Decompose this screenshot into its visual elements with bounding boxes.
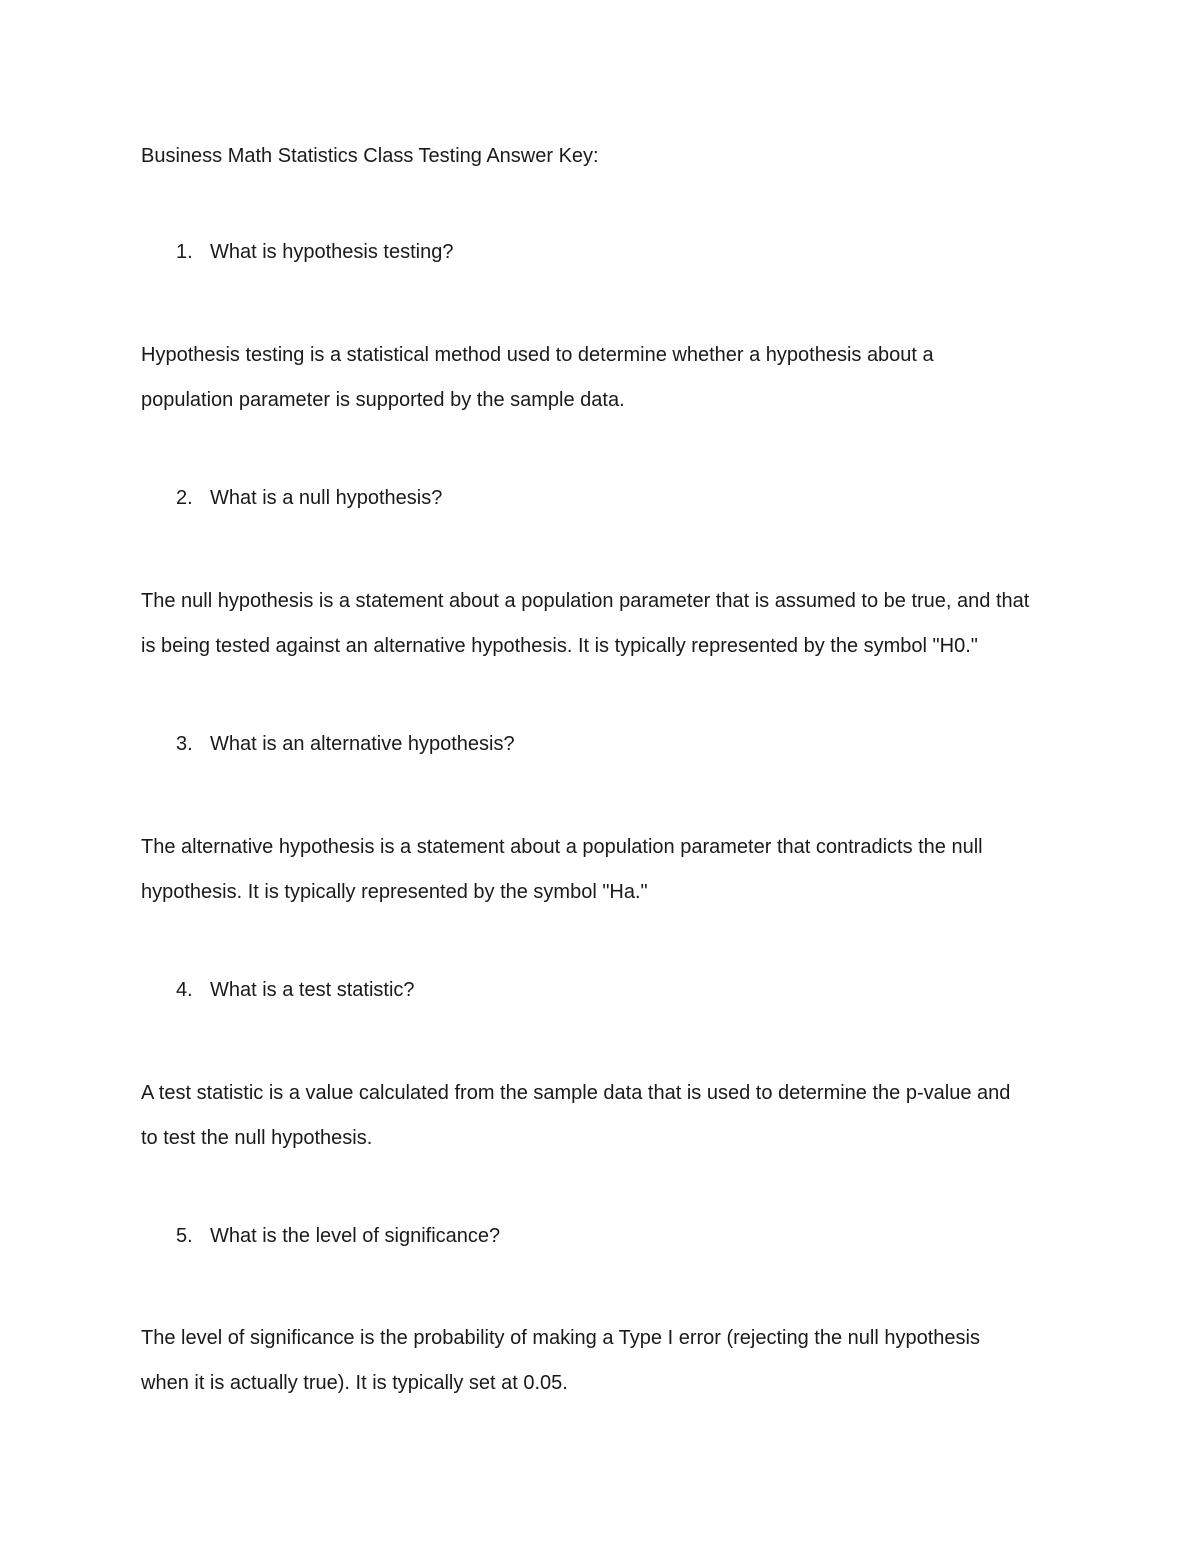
answer-3 [141, 825, 1071, 914]
answer-line: when it is actually true). It is typically set at 0.05. [141, 1371, 568, 1394]
question-text: What is hypothesis testing? [210, 241, 454, 263]
answer-5 [141, 1316, 1071, 1405]
question-4 [141, 976, 415, 1004]
question-5 [141, 1222, 500, 1250]
answer-line: A test statistic is a value calculated from the sample data that is used to determine the p-value and [141, 1082, 1011, 1104]
answer-line: The level of significance is the probability of making a Type I error (rejecting the null hypothesis [141, 1327, 980, 1349]
question-text: What is an alternative hypothesis? [210, 733, 515, 755]
question-number: 1. [176, 241, 193, 263]
question-1 [141, 238, 453, 266]
answer-line: Hypothesis testing is a statistical method used to determine whether a hypothesis about a [141, 344, 934, 366]
answer-2 [141, 579, 1071, 668]
question-number: 2. [176, 487, 193, 509]
answer-line: is being tested against an alternative hypothesis. It is typically represented by the symbol "H0." [141, 634, 978, 657]
document-title: Business Math Statistics Class Testing Answer Key: [141, 145, 599, 167]
question-number: 3. [176, 733, 193, 755]
answer-line: population parameter is supported by the sample data. [141, 388, 625, 411]
answer-line: The alternative hypothesis is a statement about a population parameter that contradicts the null [141, 836, 983, 858]
answer-line: to test the null hypothesis. [141, 1126, 373, 1149]
answer-line: The null hypothesis is a statement about a population parameter that is assumed to be true, and that [141, 590, 1030, 612]
question-number: 4. [176, 979, 193, 1001]
question-text: What is a test statistic? [210, 979, 415, 1001]
question-3 [141, 730, 515, 758]
question-text: What is a null hypothesis? [210, 487, 443, 509]
answer-line: hypothesis. It is typically represented by the symbol "Ha." [141, 880, 648, 903]
answer-4 [141, 1071, 1071, 1160]
question-number: 5. [176, 1225, 193, 1247]
question-2 [141, 484, 442, 512]
question-text: What is the level of significance? [210, 1225, 501, 1247]
answer-1 [141, 333, 1071, 422]
